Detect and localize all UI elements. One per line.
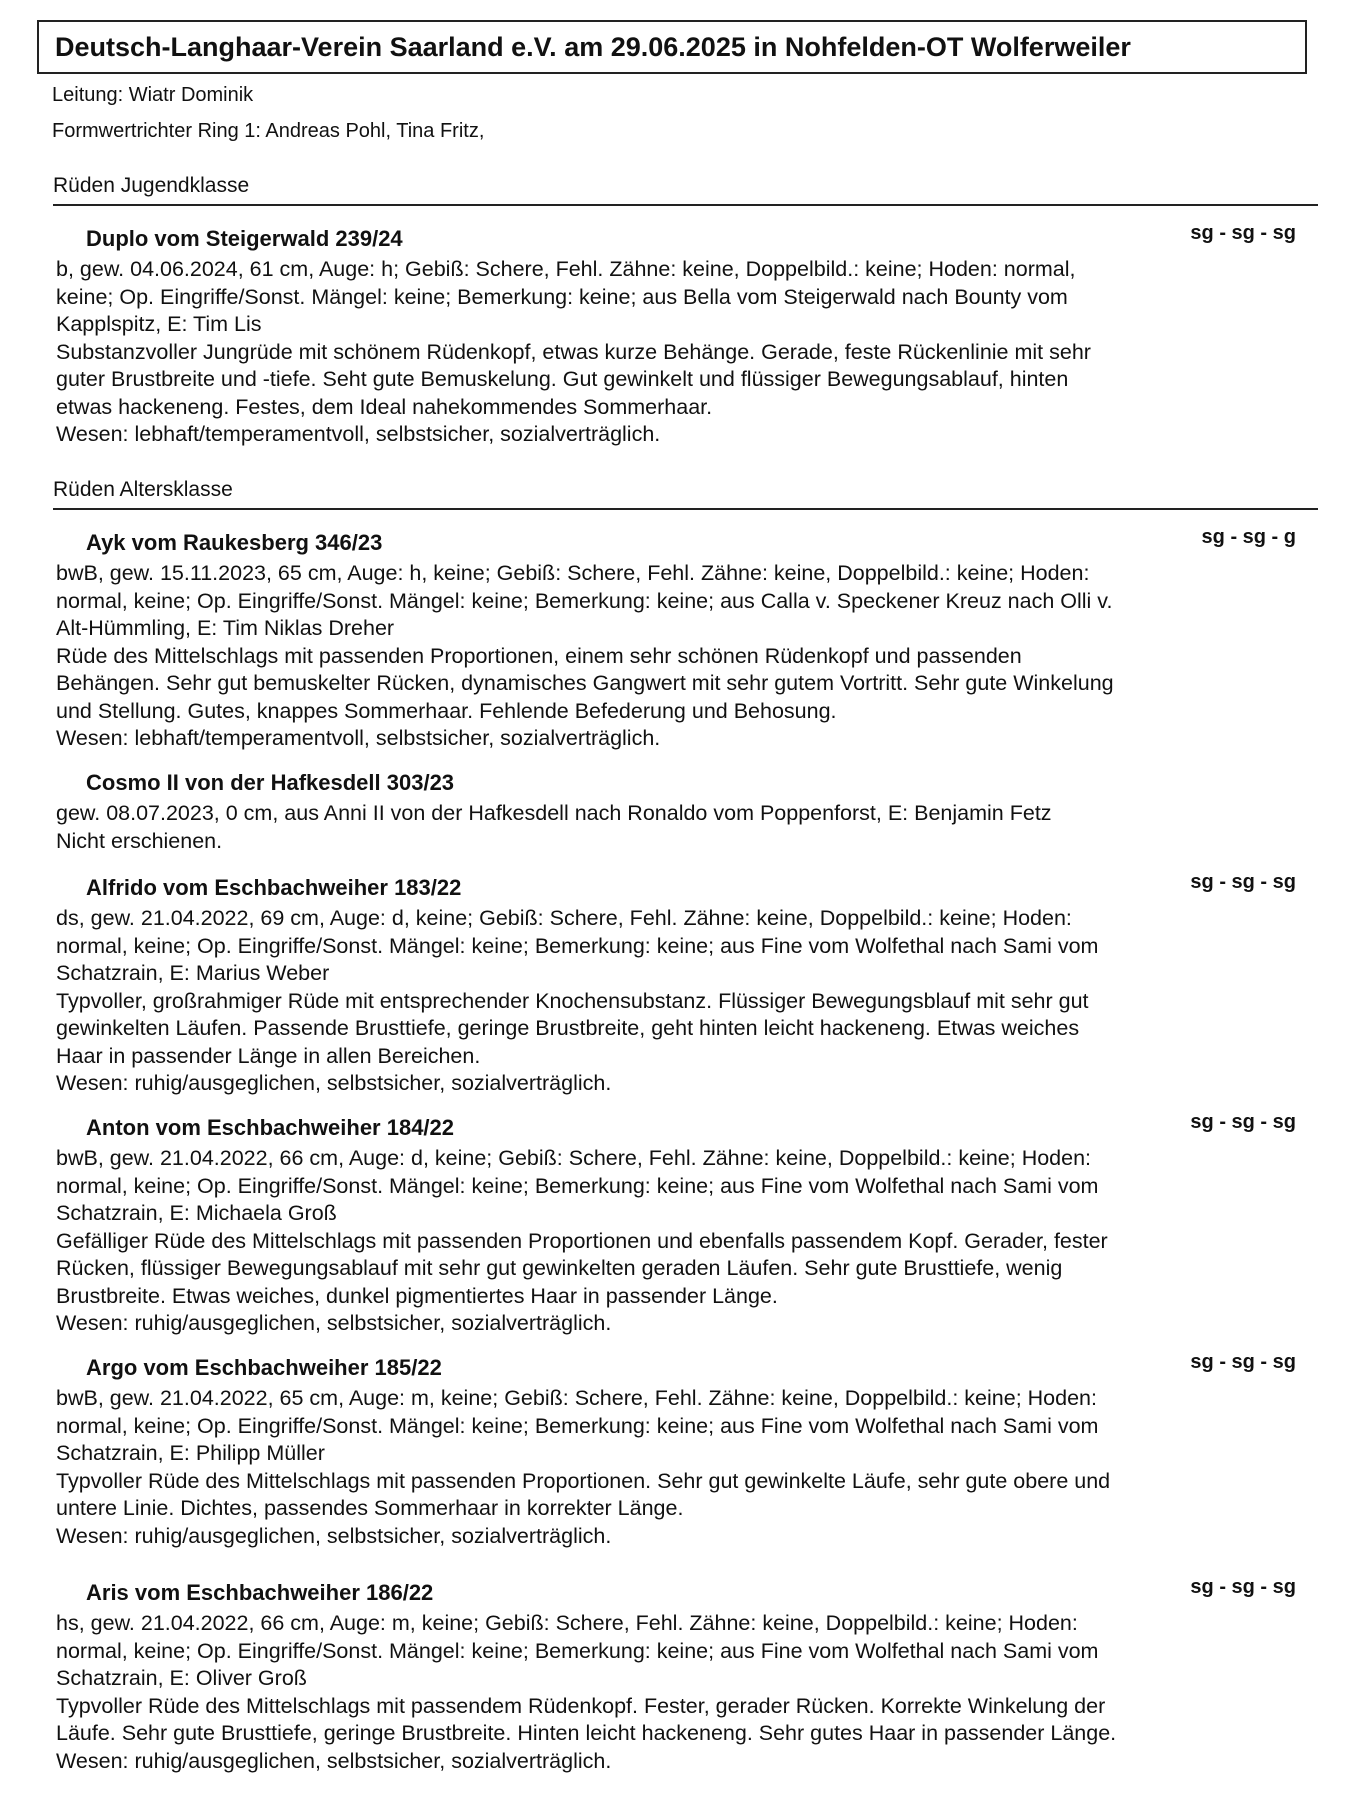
document-title: Deutsch-Langhaar-Verein Saarland e.V. am 29.06.2025 in Nohfelden-OT Wolferweiler bbox=[37, 20, 1307, 74]
leitung-line: Leitung: Wiatr Dominik bbox=[52, 84, 254, 106]
dog-entry-duplo bbox=[56, 222, 1296, 449]
dog-name: Cosmo II von der Hafkesdell 303/23 bbox=[86, 770, 455, 795]
dog-description: gew. 08.07.2023, 0 cm, aus Anni II von der Hafkesdell nach Ronaldo vom Poppenforst, E: Benjamin Fetz Nicht erschienen. bbox=[56, 801, 1052, 853]
grade-badge: sg - sg - sg bbox=[1190, 1111, 1296, 1133]
dog-entry-alfrido bbox=[56, 871, 1296, 1098]
dog-description: hs, gew. 21.04.2022, 66 cm, Auge: m, keine; Gebiß: Schere, Fehl. Zähne: keine, Doppelbild.: keine; Hoden: normal, keine; Op. Eingriffe/Sonst. Mängel: keine; Bemerkung: keine; aus Fine vom Wolfethal nach Sami vom Schatzrain, E: Oliver Groß Typvoller Rüde des Mittelschlags mit passendem Rüdenkopf. Fester, gerader Rücken. Korrekte Winkelung der Läufe. Sehr gute Brusttiefe, geringe Brustbreite. Hinten leicht hackeneng. Sehr gutes Haar in passender Länge. Wesen: ruhig/ausgeglichen, selbstsicher, sozialverträglich. bbox=[56, 1611, 1117, 1773]
dog-description: b, gew. 04.06.2024, 61 cm, Auge: h; Gebiß: Schere, Fehl. Zähne: keine, Doppelbild.: keine; Hoden: normal, keine; Op. Eingriffe/Sonst. Mängel: keine; Bemerkung: keine; aus Bella vom Steigerwald nach Bounty vom Kapplspitz, E: Tim Lis Substanzvoller Jungrüde mit schönem Rüdenkopf, etwas kurze Behänge. Gerade, feste Rückenlinie mit sehr guter Brustbreite und -tiefe. Seht gute Bemuskelung. Gut gewinkelt und flüssiger Bewegungsablauf, hinten etwas hackeneng. Festes, dem Ideal nahekommendes Sommerhaar. Wesen: lebhaft/temperamentvoll, selbstsicher, sozialverträglich. bbox=[56, 257, 1091, 446]
dog-entry-ayk bbox=[56, 526, 1296, 753]
dog-name: Alfrido vom Eschbachweiher 183/22 bbox=[86, 875, 462, 900]
grade-badge: sg - sg - sg bbox=[1190, 222, 1296, 244]
dog-description: bwB, gew. 21.04.2022, 66 cm, Auge: d, keine; Gebiß: Schere, Fehl. Zähne: keine, Doppelbild.: keine; Hoden: normal, keine; Op. Eingriffe/Sonst. Mängel: keine; Bemerkung: keine; aus Fine vom Wolfethal nach Sami vom Schatzrain, E: Michaela Groß Gefälliger Rüde des Mittelschlags mit passenden Proportionen und ebenfalls passendem Kopf. Gerader, fester Rücken, flüssiger Bewegungsablauf mit sehr gut gewinkelten geraden Läufen. Sehr gute Brusttiefe, wenig Brustbreite. Etwas weiches, dunkel pigmentiertes Haar in passender Länge. Wesen: ruhig/ausgeglichen, selbstsicher, sozialverträglich. bbox=[56, 1146, 1108, 1335]
dog-entry-cosmo bbox=[56, 770, 1296, 855]
dog-name: Aris vom Eschbachweiher 186/22 bbox=[86, 1580, 434, 1605]
dog-description: ds, gew. 21.04.2022, 69 cm, Auge: d, keine; Gebiß: Schere, Fehl. Zähne: keine, Doppelbild.: keine; Hoden: normal, keine; Op. Eingriffe/Sonst. Mängel: keine; Bemerkung: keine; aus Fine vom Wolfethal nach Sami vom Schatzrain, E: Marius Weber Typvoller, großrahmiger Rüde mit entsprechender Knochensubstanz. Flüssiger Bewegungsblauf mit sehr gut gewinkelten Läufen. Passende Brusttiefe, geringe Brustbreite, geht hinten leicht hackeneng. Etwas weiches Haar in passender Länge in allen Bereichen. Wesen: ruhig/ausgeglichen, selbstsicher, sozialverträglich. bbox=[56, 906, 1099, 1095]
richter-line: Formwertrichter Ring 1: Andreas Pohl, Tina Fritz, bbox=[52, 120, 485, 142]
dog-name: Argo vom Eschbachweiher 185/22 bbox=[86, 1355, 442, 1380]
dog-name: Duplo vom Steigerwald 239/24 bbox=[86, 226, 403, 251]
dog-entry-aris bbox=[56, 1576, 1296, 1775]
dog-name: Anton vom Eschbachweiher 184/22 bbox=[86, 1115, 455, 1140]
grade-badge: sg - sg - sg bbox=[1190, 1576, 1296, 1598]
dog-entry-anton bbox=[56, 1111, 1296, 1338]
grade-badge: sg - sg - sg bbox=[1190, 1351, 1296, 1373]
dog-name: Ayk vom Raukesberg 346/23 bbox=[86, 530, 383, 555]
grade-badge: sg - sg - sg bbox=[1190, 871, 1296, 893]
grade-badge: sg - sg - g bbox=[1201, 526, 1296, 548]
section-heading-jugendklasse: Rüden Jugendklasse bbox=[53, 174, 1318, 206]
section-heading-altersklasse: Rüden Altersklasse bbox=[53, 478, 1318, 510]
dog-entry-argo bbox=[56, 1351, 1296, 1550]
dog-description: bwB, gew. 15.11.2023, 65 cm, Auge: h, keine; Gebiß: Schere, Fehl. Zähne: keine, Doppelbild.: keine; Hoden: normal, keine; Op. Eingriffe/Sonst. Mängel: keine; Bemerkung: keine; aus Calla v. Speckener Kreuz nach Olli v. Alt-Hümmling, E: Tim Niklas Dreher Rüde des Mittelschlags mit passenden Proportionen, einem sehr schönen Rüdenkopf und passenden Behängen. Sehr gut bemuskelter Rücken, dynamisches Gangwert mit sehr gutem Vortritt. Sehr gute Winkelung und Stellung. Gutes, knappes Sommerhaar. Fehlende Befederung und Behosung. Wesen: lebhaft/temperamentvoll, selbstsicher, sozialverträglich. bbox=[56, 561, 1114, 750]
dog-description: bwB, gew. 21.04.2022, 65 cm, Auge: m, keine; Gebiß: Schere, Fehl. Zähne: keine, Doppelbild.: keine; Hoden: normal, keine; Op. Eingriffe/Sonst. Mängel: keine; Bemerkung: keine; aus Fine vom Wolfethal nach Sami vom Schatzrain, E: Philipp Müller Typvoller Rüde des Mittelschlags mit passenden Proportionen. Sehr gut gewinkelte Läufe, sehr gute obere und untere Linie. Dichtes, passendes Sommerhaar in korrekter Länge. Wesen: ruhig/ausgeglichen, selbstsicher, sozialverträglich. bbox=[56, 1386, 1111, 1548]
